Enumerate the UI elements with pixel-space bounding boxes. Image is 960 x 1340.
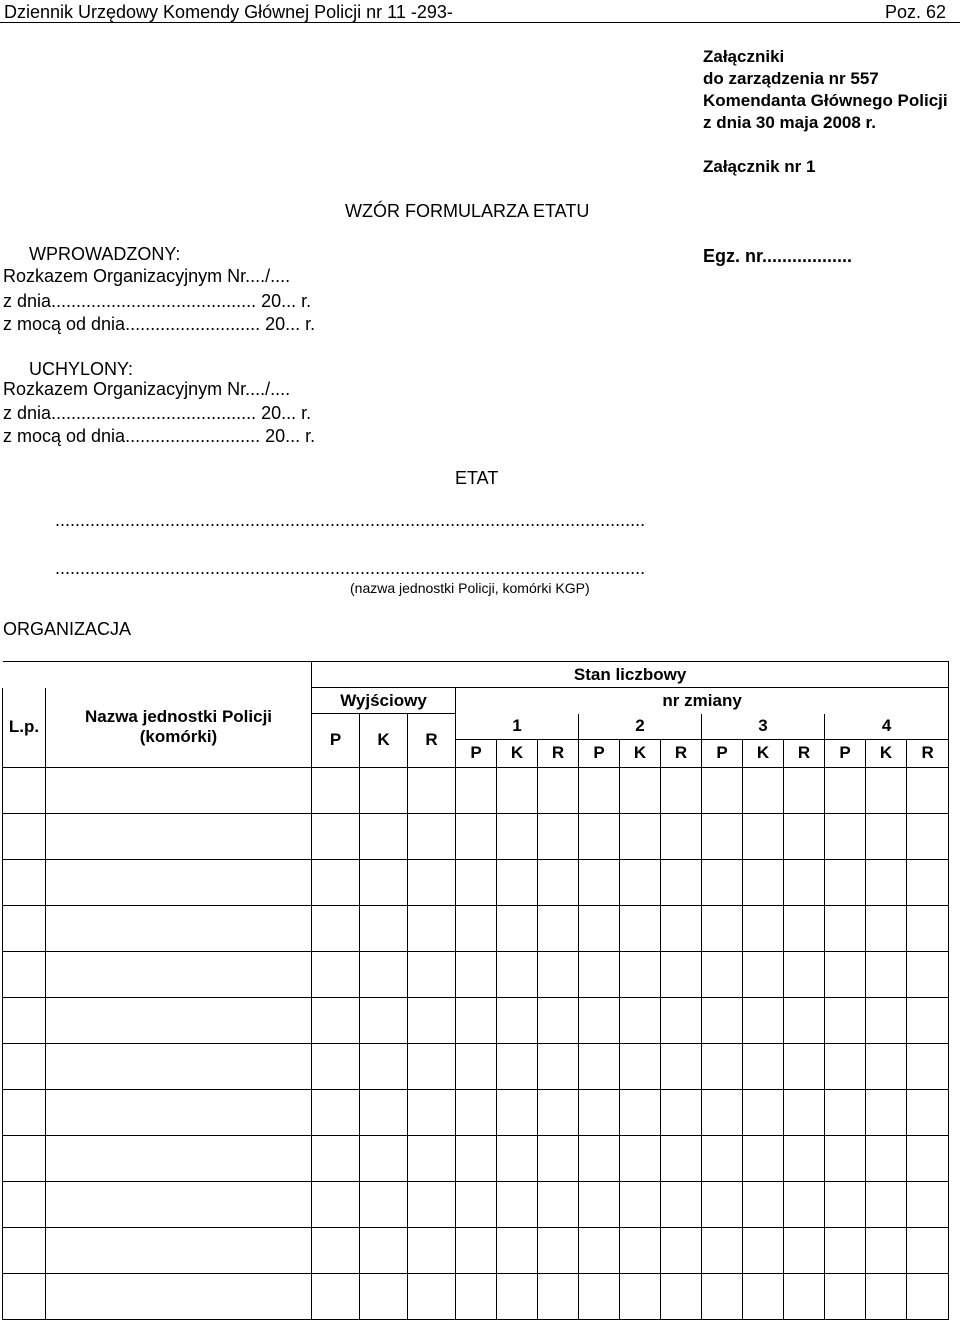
table-row (3, 905, 949, 951)
table-cell[interactable] (456, 767, 497, 813)
table-cell[interactable] (497, 813, 538, 859)
table-cell[interactable] (46, 1181, 312, 1227)
table-cell[interactable] (579, 905, 620, 951)
table-cell[interactable] (907, 1043, 949, 1089)
change-number-header: nr zmiany (456, 688, 949, 714)
table-cell[interactable] (784, 1227, 825, 1273)
table-cell[interactable] (907, 1181, 949, 1227)
table-cell[interactable] (702, 997, 743, 1043)
table-cell[interactable] (784, 1181, 825, 1227)
table-cell[interactable] (866, 1273, 907, 1319)
table-cell[interactable] (743, 767, 784, 813)
table-cell[interactable] (408, 859, 456, 905)
table-cell[interactable] (360, 1273, 408, 1319)
introduced-heading: WPROWADZONY: (29, 244, 181, 264)
table-cell[interactable] (3, 813, 46, 859)
table-row (3, 859, 949, 905)
table-cell[interactable] (408, 905, 456, 951)
table-cell[interactable] (620, 1227, 661, 1273)
table-cell[interactable] (579, 951, 620, 997)
table-cell[interactable] (3, 1181, 46, 1227)
table-cell[interactable] (866, 951, 907, 997)
table-cell[interactable] (497, 767, 538, 813)
table-row (3, 1043, 949, 1089)
table-cell[interactable] (538, 813, 579, 859)
initial-p-header: P (312, 714, 360, 768)
change-2-r-header: R (661, 739, 702, 767)
change-1-k-header: K (497, 739, 538, 767)
table-cell[interactable] (620, 1135, 661, 1181)
change-4-header: 4 (825, 714, 949, 740)
table-cell[interactable] (538, 1227, 579, 1273)
table-cell[interactable] (360, 997, 408, 1043)
table-cell[interactable] (784, 1135, 825, 1181)
form-title: WZÓR FORMULARZA ETATU (345, 201, 590, 221)
table-cell[interactable] (784, 1273, 825, 1319)
table-cell[interactable] (456, 997, 497, 1043)
table-cell[interactable] (360, 1135, 408, 1181)
table-cell[interactable] (312, 997, 360, 1043)
repealed-date: z dnia......................................... 20... r. (3, 403, 312, 423)
table-cell[interactable] (46, 1135, 312, 1181)
table-cell[interactable] (784, 859, 825, 905)
table-cell[interactable] (661, 1273, 702, 1319)
table-cell[interactable] (360, 1181, 408, 1227)
initial-k-header: K (360, 714, 408, 768)
table-cell[interactable] (702, 1273, 743, 1319)
position-number: Poz. 62 (884, 2, 946, 22)
change-3-header: 3 (702, 714, 825, 740)
table-cell[interactable] (825, 813, 866, 859)
table-cell[interactable] (743, 951, 784, 997)
table-cell[interactable] (46, 1273, 312, 1319)
table-cell[interactable] (579, 997, 620, 1043)
table-row (3, 1227, 949, 1273)
table-cell[interactable] (661, 1043, 702, 1089)
table-cell[interactable] (456, 859, 497, 905)
initial-r-header: R (408, 714, 456, 768)
table-cell[interactable] (743, 905, 784, 951)
table-row (3, 813, 949, 859)
table-cell[interactable] (579, 1089, 620, 1135)
table-cell[interactable] (825, 997, 866, 1043)
change-1-r-header: R (538, 739, 579, 767)
table-cell[interactable] (907, 813, 949, 859)
table-cell[interactable] (538, 1181, 579, 1227)
repealed-order: Rozkazem Organizacyjnym Nr..../.... (3, 379, 291, 399)
table-row (3, 1273, 949, 1319)
table-cell[interactable] (46, 951, 312, 997)
table-cell[interactable] (497, 1043, 538, 1089)
table-cell[interactable] (866, 1181, 907, 1227)
table-cell[interactable] (497, 1181, 538, 1227)
table-cell[interactable] (743, 813, 784, 859)
table-cell[interactable] (661, 1181, 702, 1227)
table-cell[interactable] (743, 1089, 784, 1135)
table-cell[interactable] (3, 1227, 46, 1273)
table-cell[interactable] (497, 1227, 538, 1273)
table-cell[interactable] (620, 905, 661, 951)
table-cell[interactable] (408, 1227, 456, 1273)
table-cell[interactable] (497, 1135, 538, 1181)
table-cell[interactable] (312, 859, 360, 905)
repealed-heading: UCHYLONY: (29, 359, 134, 379)
table-cell[interactable] (46, 813, 312, 859)
table-cell[interactable] (866, 1043, 907, 1089)
table-cell[interactable] (538, 997, 579, 1043)
table-cell[interactable] (3, 767, 46, 813)
table-cell[interactable] (579, 1227, 620, 1273)
change-2-p-header: P (579, 739, 620, 767)
change-4-k-header: K (866, 739, 907, 767)
table-cell[interactable] (408, 1043, 456, 1089)
unit-name-header: Nazwa jednostki Policji (komórki) (46, 688, 312, 768)
table-cell[interactable] (825, 859, 866, 905)
blank-corner (3, 662, 312, 688)
table-cell[interactable] (579, 859, 620, 905)
table-cell[interactable] (620, 767, 661, 813)
table-cell[interactable] (408, 1273, 456, 1319)
table-cell[interactable] (456, 1089, 497, 1135)
table-cell[interactable] (743, 1135, 784, 1181)
table-row (3, 1135, 949, 1181)
table-cell[interactable] (408, 767, 456, 813)
table-cell[interactable] (825, 1181, 866, 1227)
table-row (3, 1181, 949, 1227)
table-cell[interactable] (620, 813, 661, 859)
attachments-order: do zarządzenia nr 557 (703, 69, 879, 88)
table-cell[interactable] (784, 1043, 825, 1089)
table-row (3, 997, 949, 1043)
change-3-k-header: K (743, 739, 784, 767)
table-cell[interactable] (825, 1135, 866, 1181)
change-3-r-header: R (784, 739, 825, 767)
table-row (3, 951, 949, 997)
table-cell[interactable] (579, 767, 620, 813)
table-cell[interactable] (579, 813, 620, 859)
table-cell[interactable] (825, 905, 866, 951)
copy-number: Egz. nr.................. (703, 246, 853, 266)
table-cell[interactable] (46, 997, 312, 1043)
table-cell[interactable] (866, 767, 907, 813)
initial-header: Wyjściowy (312, 688, 456, 714)
table-cell[interactable] (538, 1043, 579, 1089)
table-cell[interactable] (743, 1043, 784, 1089)
table-cell[interactable] (456, 1135, 497, 1181)
table-cell[interactable] (661, 997, 702, 1043)
table-cell[interactable] (456, 905, 497, 951)
staffing-table (2, 661, 949, 1320)
lp-header: L.p. (3, 688, 46, 768)
table-cell[interactable] (360, 767, 408, 813)
table-cell[interactable] (312, 905, 360, 951)
table-cell[interactable] (620, 951, 661, 997)
table-cell[interactable] (784, 997, 825, 1043)
change-1-header: 1 (456, 714, 579, 740)
table-cell[interactable] (907, 1135, 949, 1181)
table-cell[interactable] (46, 1043, 312, 1089)
etat-heading: ETAT (455, 468, 499, 488)
table-cell[interactable] (497, 1273, 538, 1319)
table-cell[interactable] (661, 813, 702, 859)
table-cell[interactable] (702, 1181, 743, 1227)
table-cell[interactable] (661, 767, 702, 813)
table-cell[interactable] (784, 767, 825, 813)
table-cell[interactable] (661, 1135, 702, 1181)
table-cell[interactable] (408, 997, 456, 1043)
table-cell[interactable] (360, 859, 408, 905)
table-cell[interactable] (702, 1043, 743, 1089)
table-cell[interactable] (3, 1043, 46, 1089)
table-cell[interactable] (702, 767, 743, 813)
table-cell[interactable] (408, 1135, 456, 1181)
table-cell[interactable] (866, 905, 907, 951)
table-cell[interactable] (3, 859, 46, 905)
table-cell[interactable] (702, 1227, 743, 1273)
table-cell[interactable] (866, 1227, 907, 1273)
table-cell[interactable] (907, 951, 949, 997)
table-cell[interactable] (360, 813, 408, 859)
table-cell[interactable] (360, 1227, 408, 1273)
table-cell[interactable] (743, 1181, 784, 1227)
table-cell[interactable] (3, 997, 46, 1043)
table-cell[interactable] (497, 905, 538, 951)
change-1-p-header: P (456, 739, 497, 767)
attachments-issuer: Komendanta Głównego Policji (703, 91, 948, 110)
unit-name-caption: (nazwa jednostki Policji, komórki KGP) (350, 580, 590, 596)
introduced-date: z dnia......................................... 20... r. (3, 291, 312, 311)
unit-name-line-2: ...................................................................................................................... (55, 558, 646, 578)
table-cell[interactable] (3, 905, 46, 951)
table-cell[interactable] (661, 1227, 702, 1273)
table-cell[interactable] (825, 1227, 866, 1273)
table-cell[interactable] (784, 1089, 825, 1135)
table-cell[interactable] (456, 1181, 497, 1227)
table-cell[interactable] (497, 997, 538, 1043)
table-cell[interactable] (312, 767, 360, 813)
table-cell[interactable] (538, 1273, 579, 1319)
table-cell[interactable] (538, 951, 579, 997)
table-cell[interactable] (825, 1043, 866, 1089)
attachments-date: z dnia 30 maja 2008 r. (703, 113, 876, 132)
table-cell[interactable] (907, 859, 949, 905)
table-cell[interactable] (825, 1273, 866, 1319)
table-cell[interactable] (866, 813, 907, 859)
table-cell[interactable] (312, 1273, 360, 1319)
table-cell[interactable] (743, 997, 784, 1043)
table-cell[interactable] (784, 951, 825, 997)
table-cell[interactable] (456, 1227, 497, 1273)
headcount-header: Stan liczbowy (312, 662, 949, 688)
table-cell[interactable] (3, 1135, 46, 1181)
table-cell[interactable] (702, 1135, 743, 1181)
table-cell[interactable] (46, 1089, 312, 1135)
table-cell[interactable] (312, 1089, 360, 1135)
table-cell[interactable] (46, 859, 312, 905)
table-cell[interactable] (907, 1227, 949, 1273)
table-cell[interactable] (3, 1089, 46, 1135)
table-row (3, 767, 949, 813)
table-cell[interactable] (866, 859, 907, 905)
table-cell[interactable] (46, 1227, 312, 1273)
table-cell[interactable] (620, 997, 661, 1043)
change-3-p-header: P (702, 739, 743, 767)
table-cell[interactable] (620, 1043, 661, 1089)
introduced-order: Rozkazem Organizacyjnym Nr..../.... (3, 266, 291, 286)
table-cell[interactable] (497, 859, 538, 905)
table-cell[interactable] (579, 1181, 620, 1227)
organization-heading: ORGANIZACJA (3, 619, 132, 639)
table-cell[interactable] (312, 1043, 360, 1089)
table-cell[interactable] (702, 905, 743, 951)
table-cell[interactable] (456, 813, 497, 859)
table-cell[interactable] (312, 951, 360, 997)
attachments-label: Załączniki (703, 47, 785, 66)
table-cell[interactable] (360, 1089, 408, 1135)
table-cell[interactable] (46, 767, 312, 813)
table-cell[interactable] (497, 951, 538, 997)
table-cell[interactable] (702, 1089, 743, 1135)
table-cell[interactable] (907, 1089, 949, 1135)
header-divider (0, 22, 960, 23)
table-cell[interactable] (784, 905, 825, 951)
table-cell[interactable] (743, 1227, 784, 1273)
table-cell[interactable] (907, 767, 949, 813)
table-cell[interactable] (825, 1089, 866, 1135)
change-4-p-header: P (825, 739, 866, 767)
table-cell[interactable] (360, 951, 408, 997)
table-cell[interactable] (360, 905, 408, 951)
table-cell[interactable] (620, 1273, 661, 1319)
unit-name-line-1: ...................................................................................................................... (55, 510, 646, 530)
table-cell[interactable] (312, 1135, 360, 1181)
table-cell[interactable] (456, 951, 497, 997)
table-cell[interactable] (743, 1273, 784, 1319)
table-cell[interactable] (408, 1181, 456, 1227)
table-cell[interactable] (3, 951, 46, 997)
table-cell[interactable] (497, 1089, 538, 1135)
table-cell[interactable] (907, 997, 949, 1043)
table-cell[interactable] (579, 1043, 620, 1089)
table-cell[interactable] (702, 859, 743, 905)
table-cell[interactable] (825, 951, 866, 997)
table-cell[interactable] (360, 1043, 408, 1089)
table-cell[interactable] (312, 1227, 360, 1273)
annex-number: Załącznik nr 1 (703, 157, 816, 176)
table-cell[interactable] (907, 905, 949, 951)
table-cell[interactable] (661, 905, 702, 951)
table-cell[interactable] (538, 1089, 579, 1135)
table-cell[interactable] (538, 767, 579, 813)
table-cell[interactable] (661, 951, 702, 997)
table-cell[interactable] (743, 859, 784, 905)
table-cell[interactable] (408, 1089, 456, 1135)
table-cell[interactable] (579, 1273, 620, 1319)
table-cell[interactable] (866, 1135, 907, 1181)
table-cell[interactable] (456, 1043, 497, 1089)
repealed-effective: z mocą od dnia........................... 20... r. (3, 426, 316, 446)
table-cell[interactable] (538, 859, 579, 905)
introduced-effective: z mocą od dnia........................... 20... r. (3, 314, 316, 334)
table-cell[interactable] (312, 813, 360, 859)
table-cell[interactable] (907, 1273, 949, 1319)
table-cell[interactable] (661, 1089, 702, 1135)
table-cell[interactable] (702, 951, 743, 997)
table-cell[interactable] (825, 767, 866, 813)
change-4-r-header: R (907, 739, 949, 767)
table-cell[interactable] (866, 997, 907, 1043)
table-cell[interactable] (702, 813, 743, 859)
table-cell[interactable] (456, 1273, 497, 1319)
table-cell[interactable] (46, 905, 312, 951)
table-cell[interactable] (408, 813, 456, 859)
journal-header: Dziennik Urzędowy Komendy Głównej Policji nr 11 -293- (4, 2, 453, 22)
table-cell[interactable] (3, 1273, 46, 1319)
table-cell[interactable] (661, 859, 702, 905)
table-cell[interactable] (538, 1135, 579, 1181)
table-cell[interactable] (408, 951, 456, 997)
table-cell[interactable] (620, 1181, 661, 1227)
table-cell[interactable] (312, 1181, 360, 1227)
table-row (3, 1089, 949, 1135)
change-2-header: 2 (579, 714, 702, 740)
table-cell[interactable] (784, 813, 825, 859)
table-cell[interactable] (620, 1089, 661, 1135)
table-cell[interactable] (866, 1089, 907, 1135)
table-cell[interactable] (579, 1135, 620, 1181)
table-cell[interactable] (620, 859, 661, 905)
change-2-k-header: K (620, 739, 661, 767)
table-cell[interactable] (538, 905, 579, 951)
